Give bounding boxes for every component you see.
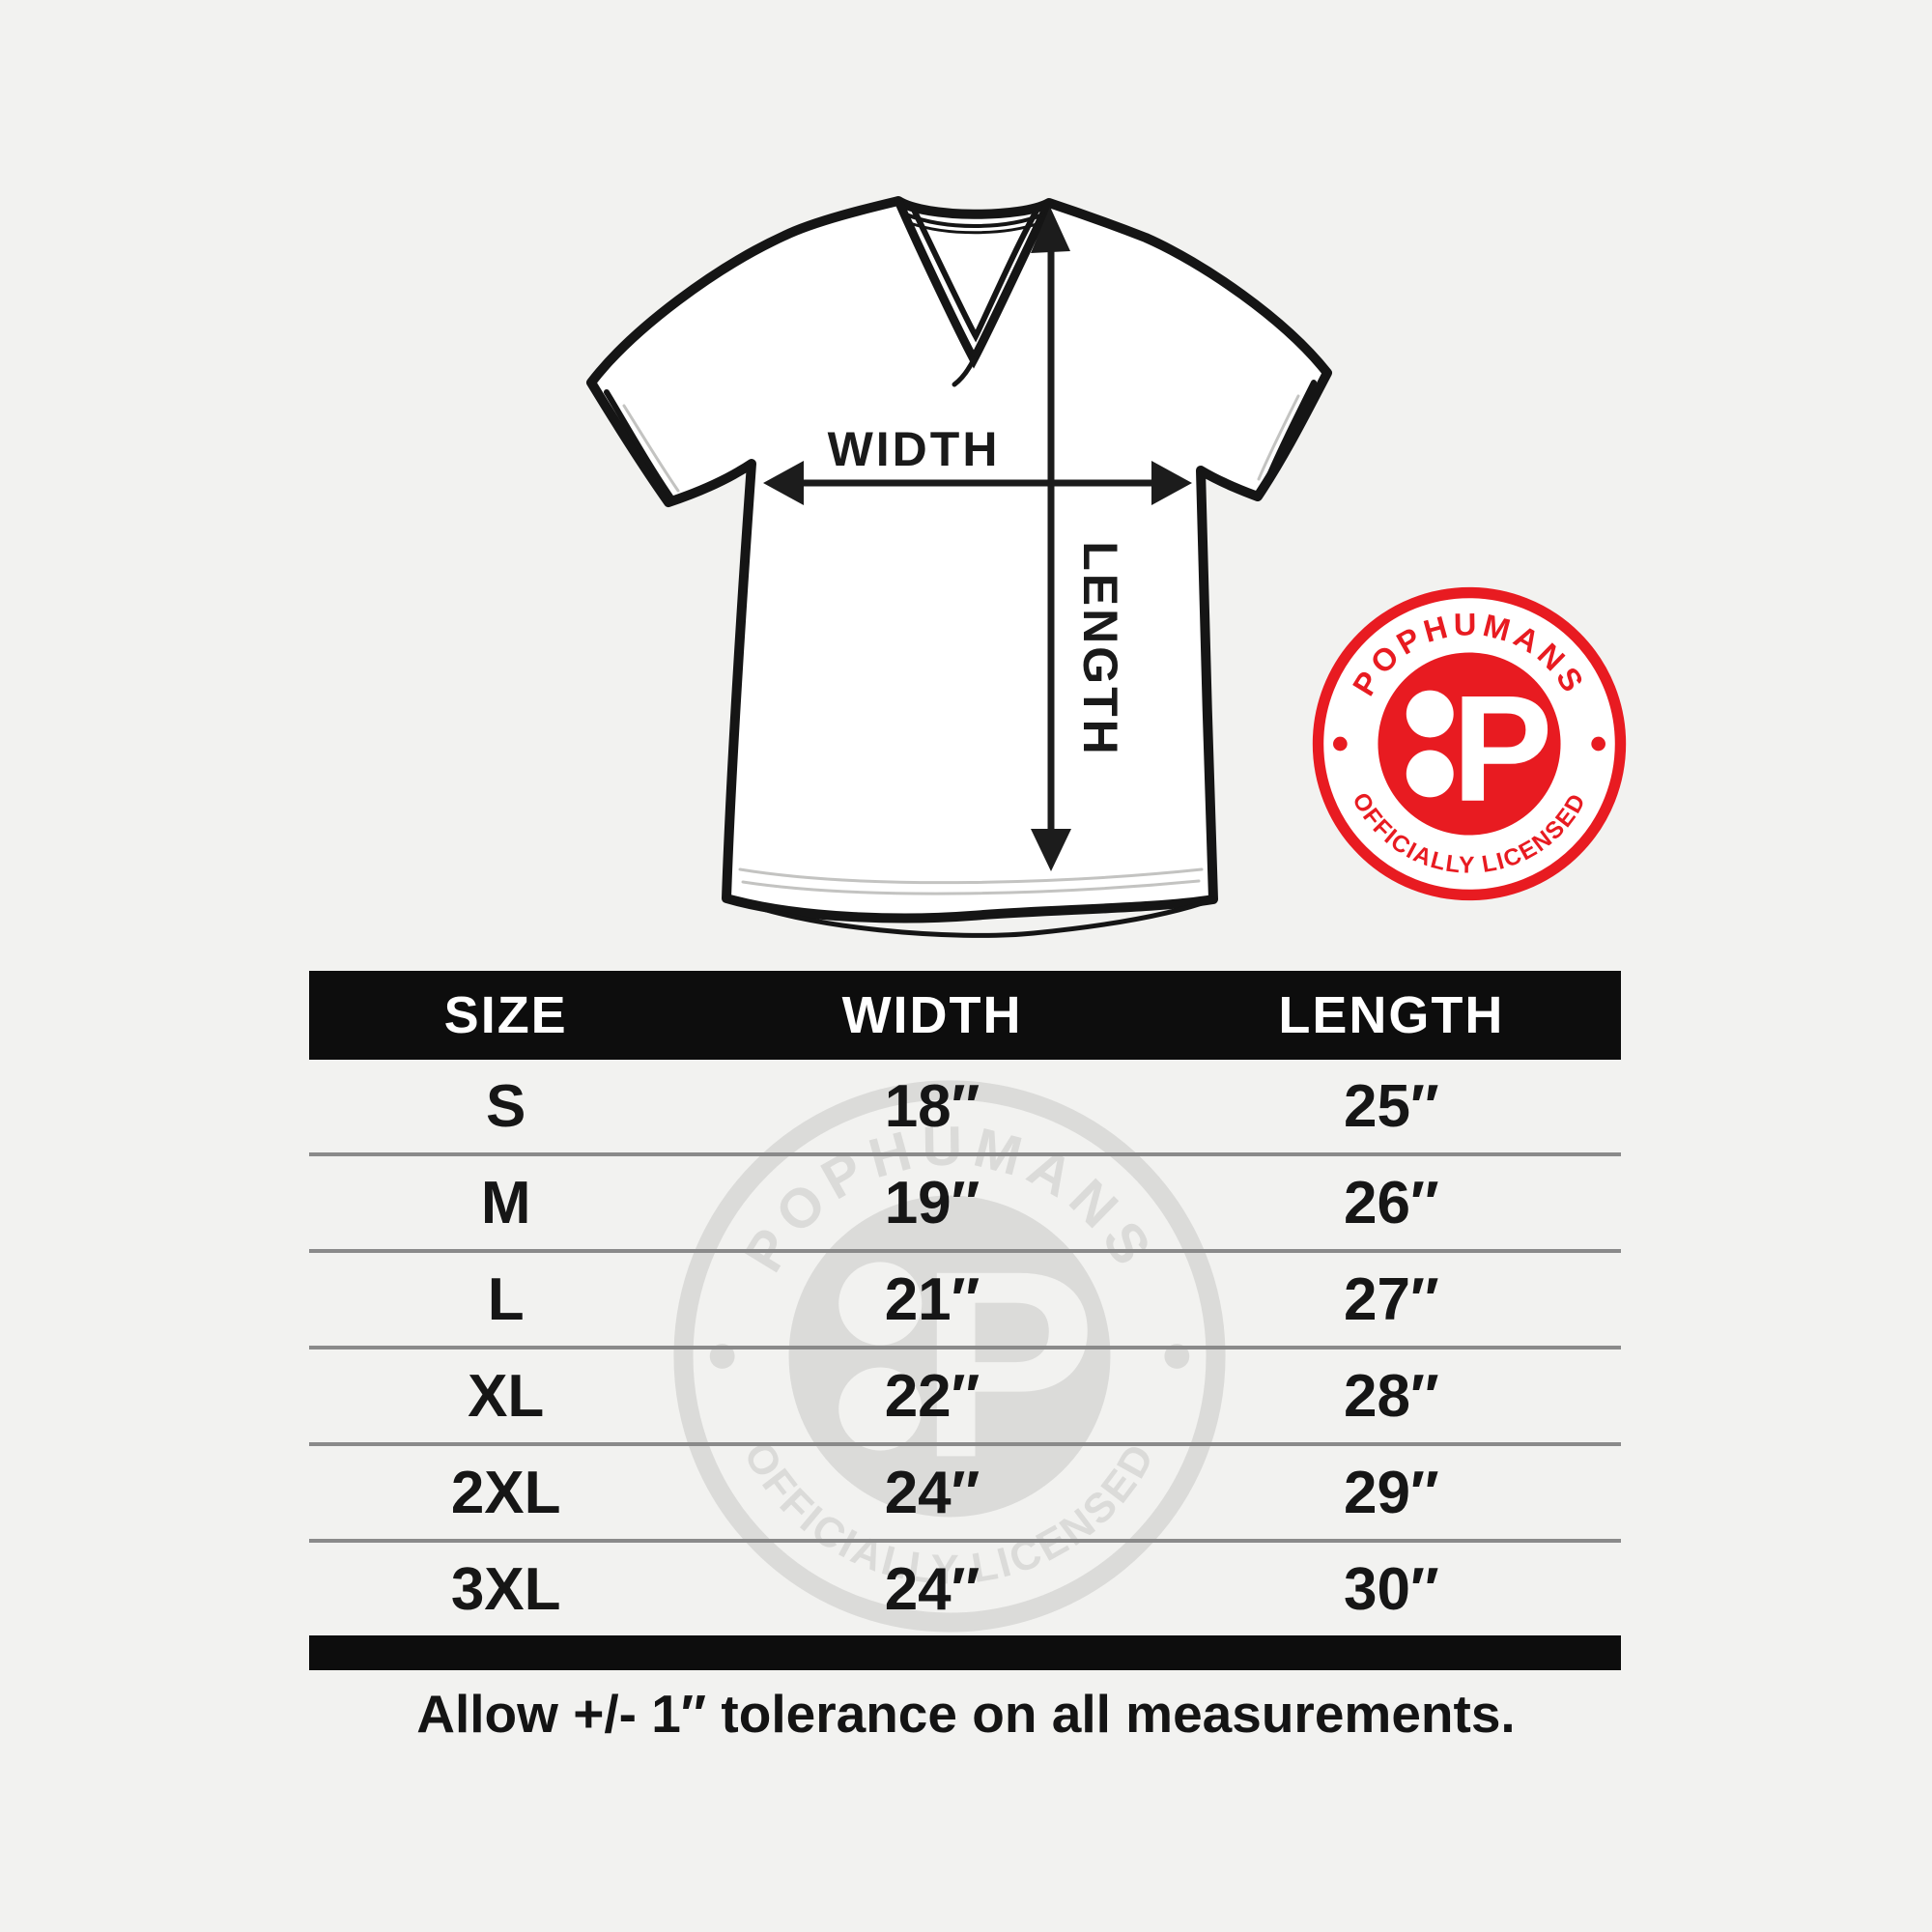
table-row [309, 1152, 1621, 1249]
header-width: WIDTH [841, 986, 1023, 1044]
cell-length: 29″ [1344, 1459, 1439, 1526]
cell-size: 3XL [450, 1555, 561, 1623]
cell-length: 28″ [1344, 1362, 1439, 1430]
header-length: LENGTH [1278, 986, 1505, 1044]
table-row [309, 1539, 1621, 1635]
tolerance-note: Allow +/- 1″ tolerance on all measurements. [416, 1684, 1516, 1744]
table-row [309, 1060, 1621, 1152]
table-row [309, 1249, 1621, 1346]
cell-length: 26″ [1344, 1169, 1439, 1236]
cell-size: L [487, 1265, 525, 1333]
cell-length: 30″ [1344, 1555, 1439, 1623]
cell-size: 2XL [450, 1459, 561, 1526]
cell-width: 19″ [884, 1169, 980, 1236]
cell-size: M [480, 1169, 531, 1236]
length-label: LENGTH [1073, 541, 1127, 757]
cell-width: 21″ [884, 1265, 980, 1333]
table-row [309, 1346, 1621, 1442]
table-bottom-bar [309, 1635, 1621, 1670]
table-row [309, 1442, 1621, 1539]
officially-licensed-badge [1312, 586, 1627, 901]
cell-width: 24″ [884, 1555, 980, 1623]
cell-size: XL [468, 1362, 545, 1430]
cell-size: S [486, 1072, 526, 1140]
cell-length: 27″ [1344, 1265, 1439, 1333]
cell-width: 24″ [884, 1459, 980, 1526]
cell-width: 22″ [884, 1362, 980, 1430]
cell-length: 25″ [1344, 1072, 1439, 1140]
cell-width: 18″ [884, 1072, 980, 1140]
size-chart-table [309, 971, 1621, 1670]
width-label: WIDTH [827, 422, 1001, 476]
tshirt-measurement-diagram [522, 135, 1410, 985]
table-header-row [309, 971, 1621, 1060]
header-size: SIZE [443, 986, 568, 1044]
